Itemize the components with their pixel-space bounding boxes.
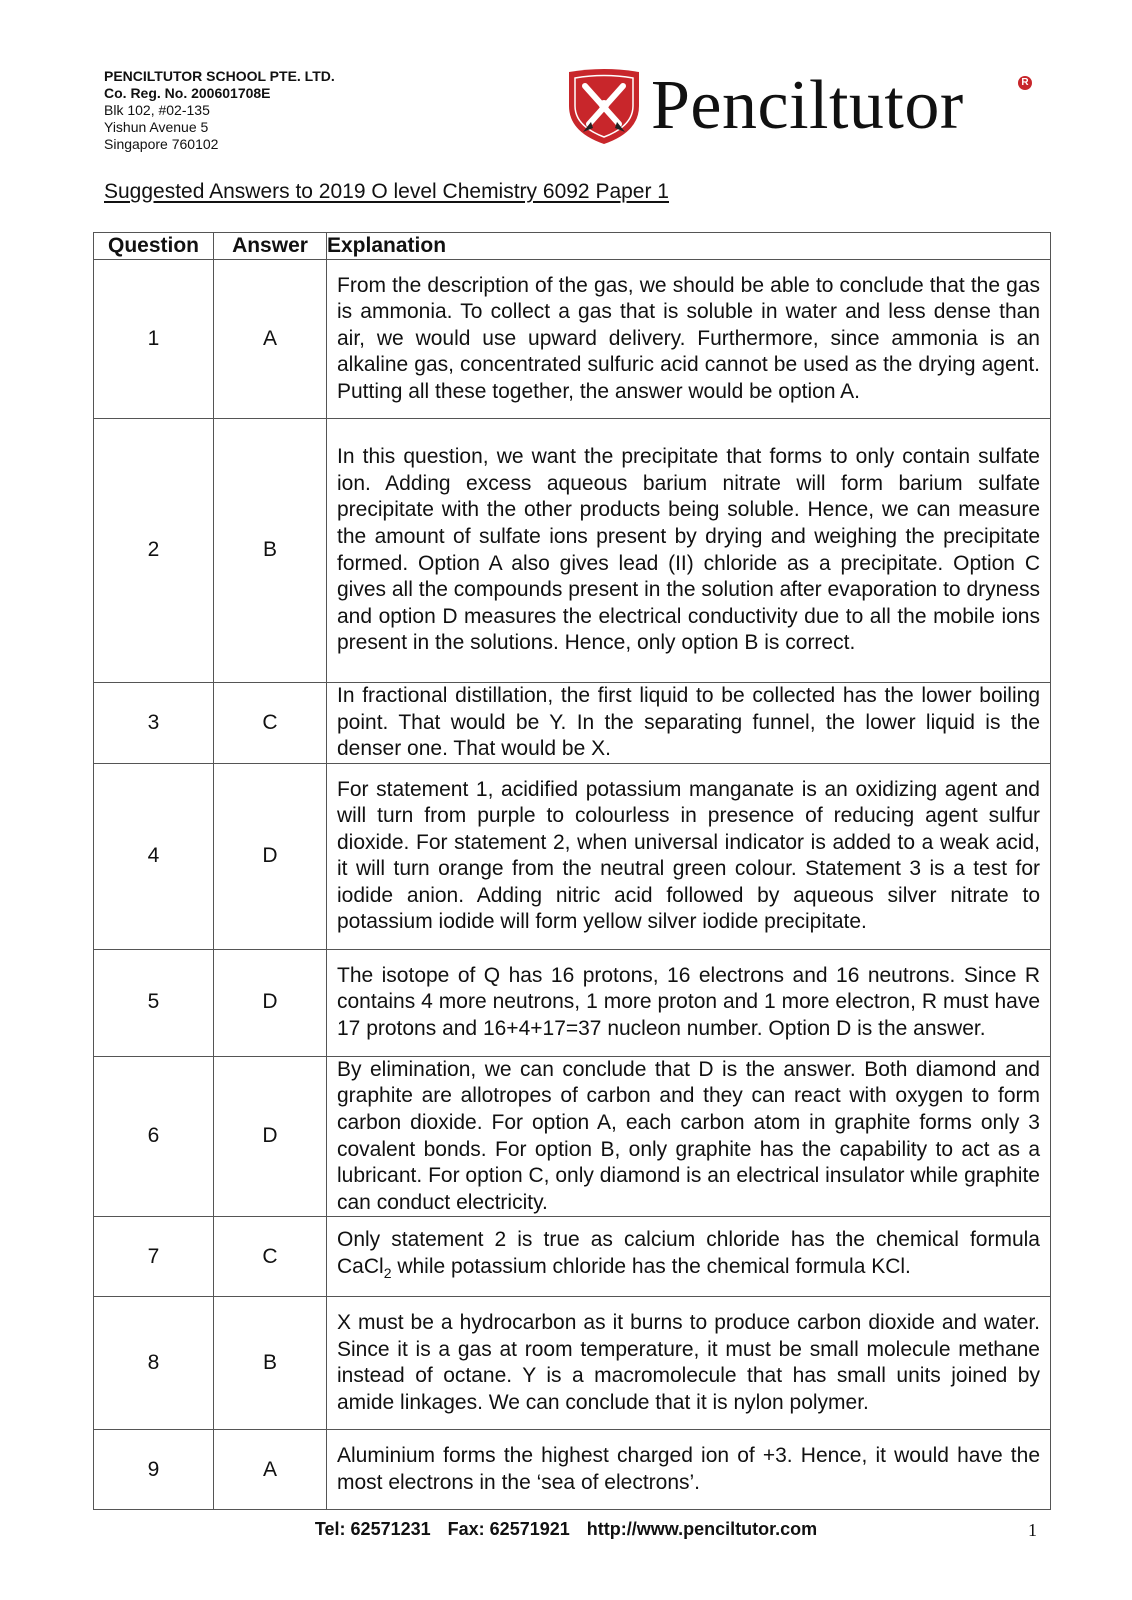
table-row bbox=[94, 260, 1051, 419]
footer-fax: Fax: 62571921 bbox=[447, 1519, 570, 1539]
question-number: 6 bbox=[94, 1056, 214, 1217]
company-reg-no: Co. Reg. No. 200601708E bbox=[104, 85, 271, 101]
company-info bbox=[104, 68, 335, 153]
table-row bbox=[94, 763, 1051, 949]
explanation-text: From the description of the gas, we should be able to conclude that the gas is ammonia. To collect a gas that is soluble in water and less dense than air, we would use upward delivery. Furthermore, since ammonia is an alkaline gas, concentrated sulfuric acid cannot be used as the drying agent. Putting all these together, the answer would be option A. bbox=[327, 260, 1051, 419]
penciltutor-logo bbox=[565, 66, 1043, 148]
page-number: 1 bbox=[1028, 1520, 1037, 1540]
question-number: 5 bbox=[94, 949, 214, 1056]
answer-letter: B bbox=[214, 419, 327, 683]
answer-letter: C bbox=[214, 683, 327, 764]
explanation-part: Only statement 2 is true as calcium chloride has the chemical formula CaCl bbox=[337, 1228, 1040, 1278]
answer-letter: A bbox=[214, 1430, 327, 1510]
table-row bbox=[94, 1297, 1051, 1430]
table-header-row bbox=[94, 233, 1051, 260]
explanation-text: In fractional distillation, the first liquid to be collected has the lower boiling point. That would be Y. In the separating funnel, the lower liquid is the denser one. That would be X. bbox=[327, 683, 1051, 764]
question-number: 4 bbox=[94, 763, 214, 949]
question-number: 1 bbox=[94, 260, 214, 419]
table-row bbox=[94, 683, 1051, 764]
question-number: 7 bbox=[94, 1217, 214, 1297]
explanation-text: For statement 1, acidified potassium manganate is an oxidizing agent and will turn from purple to colourless in presence of reducing agent sulfur dioxide. For statement 2, when universal indicator is added to a weak acid, it will turn orange from the neutral green colour. Statement 3 is a test for iodide anion. Adding nitric acid followed by aqueous silver nitrate to potassium iodide will form yellow silver iodide precipitate. bbox=[327, 763, 1051, 949]
answer-letter: D bbox=[214, 949, 327, 1056]
header-question: Question bbox=[94, 233, 214, 260]
subscript-2: 2 bbox=[383, 1264, 392, 1281]
explanation-text bbox=[327, 1217, 1051, 1297]
table-row bbox=[94, 1056, 1051, 1217]
answers-table bbox=[93, 232, 1051, 1510]
brand-name: Penciltutor bbox=[651, 67, 964, 144]
company-name: PENCILTUTOR SCHOOL PTE. LTD. bbox=[104, 68, 335, 84]
answer-letter: A bbox=[214, 260, 327, 419]
answer-letter: C bbox=[214, 1217, 327, 1297]
header-explanation: Explanation bbox=[327, 233, 1051, 260]
question-number: 2 bbox=[94, 419, 214, 683]
table-row bbox=[94, 1217, 1051, 1297]
page-title: Suggested Answers to 2019 O level Chemistry 6092 Paper 1 bbox=[104, 180, 669, 203]
footer-tel: Tel: 62571231 bbox=[314, 1519, 431, 1539]
question-number: 9 bbox=[94, 1430, 214, 1510]
answer-letter: D bbox=[214, 763, 327, 949]
footer-url[interactable]: http://www.penciltutor.com bbox=[586, 1519, 818, 1539]
explanation-text: Aluminium forms the highest charged ion of +3. Hence, it would have the most electrons in the ‘sea of electrons’. bbox=[327, 1430, 1051, 1510]
address-line-1: Blk 102, #02-135 bbox=[104, 102, 210, 118]
question-number: 8 bbox=[94, 1297, 214, 1430]
header-answer: Answer bbox=[214, 233, 327, 260]
address-line-2: Yishun Avenue 5 bbox=[104, 119, 209, 135]
explanation-part: while potassium chloride has the chemical formula KCl. bbox=[391, 1254, 911, 1278]
shield-pencils-icon bbox=[565, 66, 643, 146]
explanation-text: X must be a hydrocarbon as it burns to produce carbon dioxide and water. Since it is a gas at room temperature, it must be small molecule methane instead of octane. Y is a macromolecule that has small units joined by amide linkages. We can conclude that it is nylon polymer. bbox=[327, 1297, 1051, 1430]
table-row bbox=[94, 949, 1051, 1056]
table-row bbox=[94, 419, 1051, 683]
answer-letter: D bbox=[214, 1056, 327, 1217]
question-number: 3 bbox=[94, 683, 214, 764]
explanation-text: By elimination, we can conclude that D is the answer. Both diamond and graphite are allotropes of carbon and they can react with oxygen to form carbon dioxide. For option A, each carbon atom in graphite forms only 3 covalent bonds. For option B, only graphite has the capability to act as a lubricant. For option C, only diamond is an electrical insulator while graphite can conduct electricity. bbox=[327, 1056, 1051, 1217]
footer-contact bbox=[0, 1519, 1132, 1540]
registered-mark-icon: R bbox=[1018, 76, 1032, 90]
table-row bbox=[94, 1430, 1051, 1510]
explanation-text: The isotope of Q has 16 protons, 16 electrons and 16 neutrons. Since R contains 4 more neutrons, 1 more proton and 1 more electron, R must have 17 protons and 16+4+17=37 nucleon number. Option D is the answer. bbox=[327, 949, 1051, 1056]
answer-letter: B bbox=[214, 1297, 327, 1430]
explanation-text: In this question, we want the precipitate that forms to only contain sulfate ion. Adding excess aqueous barium nitrate will form barium sulfate precipitate with the other products being soluble. Hence, we can measure the amount of sulfate ions present by drying and weighing the precipitate formed. Option A also gives lead (II) chloride as a precipitate. Option C gives all the compounds present in the solution after evaporation to dryness and option D measures the electrical conductivity due to all the mobile ions present in the solutions. Hence, only option B is correct. bbox=[327, 419, 1051, 683]
address-line-3: Singapore 760102 bbox=[104, 136, 219, 152]
